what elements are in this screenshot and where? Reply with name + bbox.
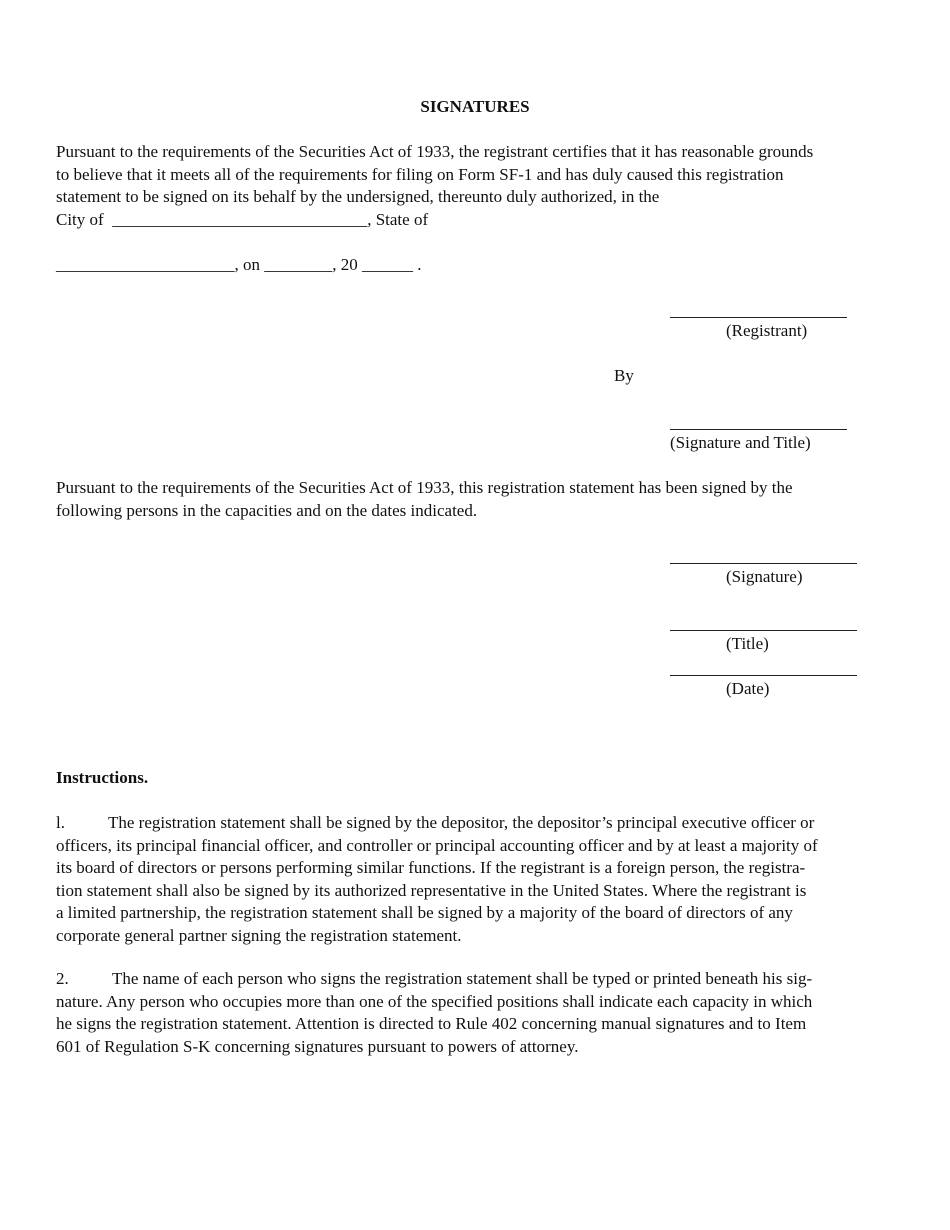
instruction-line: its board of directors or persons performing similar functions. If the registrant is a foreign person, the registra- [56,858,806,877]
instruction-line: officers, its principal financial officer, and controller or principal accounting officer and by at least a majority of [56,835,818,855]
year-label: , 20 [332,255,358,274]
day-blank[interactable]: ________ [264,255,333,274]
instruction-item-2 [56,968,888,1058]
registrant-label: (Registrant) [726,321,808,340]
signature-title-line[interactable] [670,429,847,430]
persons-paragraph [56,477,888,522]
intro-paragraph [56,141,888,231]
intro-line: Pursuant to the requirements of the Securities Act of 1933, the registrant certifies that it has reasonable grounds [56,142,814,161]
date-line [56,254,422,277]
title-label: (Title) [726,634,769,653]
instruction-line: a limited partnership, the registration statement shall be signed by a majority of the board of directors of any [56,903,793,922]
persons-line: Pursuant to the requirements of the Securities Act of 1933, this registration statement has been signed by the [56,478,793,497]
signature-label: (Signature) [726,567,803,586]
instruction-line: nature. Any person who occupies more than one of the specified positions shall indicate each capacity in which [56,991,813,1011]
state-label: , State of [367,209,429,229]
city-blank[interactable]: ______________________________ [112,209,368,229]
item-number: l. [56,813,65,832]
instruction-line: l. The registration statement shall be signed by the depositor, the depositor’s principal executive officer or [56,812,888,835]
person-signature-line[interactable] [670,563,857,564]
signature-title-label: (Signature and Title) [670,433,811,452]
intro-line: to believe that it meets all of the requirements for filing on Form SF-1 and has duly caused this registration [56,164,784,184]
intro-line: statement to be signed on its behalf by the undersigned, thereunto duly authorized, in the [56,187,660,206]
by-label: By [614,366,634,385]
instructions-heading: Instructions. [56,768,149,787]
page-title: SIGNATURES [420,97,530,116]
instruction-line: he signs the registration statement. Attention is directed to Rule 402 concerning manual signatures and to Item [56,1014,807,1033]
period: . [413,255,422,274]
registrant-signature-line[interactable] [670,317,847,318]
persons-line: following persons in the capacities and on the dates indicated. [56,500,478,520]
instruction-line: corporate general partner signing the registration statement. [56,925,462,945]
state-blank[interactable]: _____________________ [56,255,235,274]
person-date-line[interactable] [670,675,857,676]
city-label: City of [56,209,104,229]
instruction-item-1 [56,812,888,947]
person-title-line[interactable] [670,630,857,631]
instruction-line: 2. The name of each person who signs the registration statement shall be typed or printed beneath his sig- [56,968,888,991]
instruction-line: 601 of Regulation S-K concerning signatures pursuant to powers of attorney. [56,1036,579,1056]
item-number: 2. [56,969,69,988]
date-label: (Date) [726,679,770,698]
on-label: , on [234,255,260,274]
instruction-line: tion statement shall also be signed by its authorized representative in the United States. Where the registrant is [56,880,807,900]
year-blank[interactable]: ______ [362,255,413,274]
city-state-line [56,209,888,232]
